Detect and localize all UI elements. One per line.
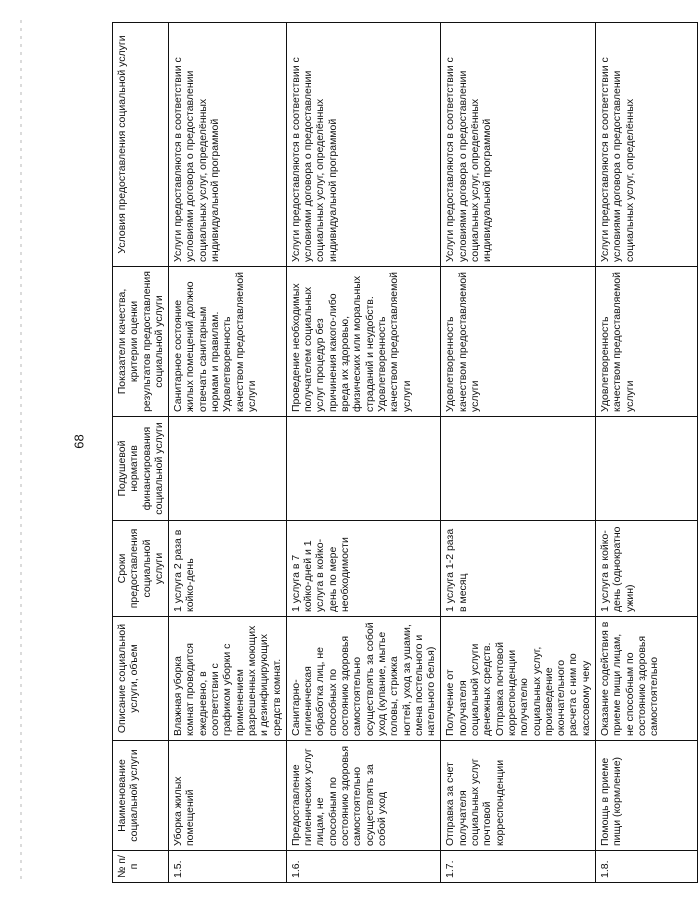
cell-quality: Санитарное состояние жилых помещений должно отвечать санитарным нормам и правилам. Удовлетворенность качеством предоставляемой услуги bbox=[169, 267, 287, 417]
page-number: 68 bbox=[71, 434, 87, 449]
cell-name: Предоставление гигиенических услуг лицам, не способным по состоянию здоровья самостоятельно осуществлять за собой уход bbox=[286, 741, 441, 851]
cell-quality: Проведение необходимых получателем социальных услуг процедур без причинения какого-либо вреда их здоровью, физических или моральных страданий и неудобств. Удовлетворенность качеством предоставляемой услуги bbox=[286, 267, 441, 417]
cell-num: 1.7. bbox=[441, 851, 596, 883]
header-quality: Показатели качества, критерии оценки результатов предоставления социальной услуги bbox=[113, 267, 169, 417]
cell-desc: Влажная уборка комнат проводится ежедневно, в соответствии с графиком уборки с применением разрешенных моющих и дезинфицирующих средств комнат. bbox=[169, 617, 287, 741]
table-row bbox=[441, 23, 596, 883]
scan-edge-mark bbox=[20, 20, 22, 882]
cell-name: Отправка за счет получателя социальных услуг почтовой корреспонденции bbox=[441, 741, 596, 851]
cell-quality: Удовлетворенность качеством предоставляемой услуги bbox=[441, 267, 596, 417]
rotated-table-container bbox=[112, 23, 661, 883]
table-row bbox=[595, 23, 697, 883]
cell-num: 1.6. bbox=[286, 851, 441, 883]
header-term: Сроки предоставления социальной услуги bbox=[113, 521, 169, 617]
cell-conditions: Услуги предоставляются в соответствии с условиями договора о предоставлении социальных услуг, определённых bbox=[595, 23, 697, 267]
header-conditions: Условия предоставления социальной услуги bbox=[113, 23, 169, 267]
cell-conditions: Услуги предоставляются в соответствии с условиями договора о предоставлении социальных услуг, определённых индивидуальной программой bbox=[286, 23, 441, 267]
table-row bbox=[169, 23, 287, 883]
cell-term: 1 услуга в 7 койко-дней и 1 услуга в койко-день по мере необходимости bbox=[286, 521, 441, 617]
cell-conditions: Услуги предоставляются в соответствии с условиями договора о предоставлении социальных услуг, определённых индивидуальной программой bbox=[169, 23, 287, 267]
services-table bbox=[112, 22, 698, 883]
cell-num: 1.5. bbox=[169, 851, 287, 883]
cell-norm bbox=[595, 417, 697, 521]
header-norm: Подушевой норматив финансирования социальной услуги bbox=[113, 417, 169, 521]
cell-quality: Удовлетворенность качеством предоставляемой услуги bbox=[595, 267, 697, 417]
cell-desc: Получение от получателя социальной услуги денежных средств. Отправка почтовой корреспонденции получателю социальных услуг, произведение окончательного расчета с ним по кассовому чеку bbox=[441, 617, 596, 741]
cell-term: 1 услуга в койко-день (однократно ужин) bbox=[595, 521, 697, 617]
cell-name: Уборка жилых помещений bbox=[169, 741, 287, 851]
cell-conditions: Услуги предоставляются в соответствии с условиями договора о предоставлении социальных услуг, определённых индивидуальной программой bbox=[441, 23, 596, 267]
cell-term: 1 услуга 1-2 раза в месяц bbox=[441, 521, 596, 617]
cell-num: 1.8. bbox=[595, 851, 697, 883]
cell-term: 1 услуга 2 раза в койко-день bbox=[169, 521, 287, 617]
cell-name: Помощь в приеме пищи (кормление) bbox=[595, 741, 697, 851]
table-row bbox=[286, 23, 441, 883]
cell-norm bbox=[441, 417, 596, 521]
header-name: Наименование социальной услуги bbox=[113, 741, 169, 851]
cell-desc: Санитарно-гигиеническая обработка лиц, не способных по состоянию здоровья самостоятельно осуществлять за собой уход (купание, мытье головы, стрижка ногтей, уход за ушами, смена постельного и нательного белья) bbox=[286, 617, 441, 741]
header-num: № п/п bbox=[113, 851, 169, 883]
table-header-row bbox=[113, 23, 169, 883]
cell-norm bbox=[169, 417, 287, 521]
cell-desc: Оказание содействия в приеме пищи лицам, не способным по состоянию здоровья самостоятельно bbox=[595, 617, 697, 741]
cell-norm bbox=[286, 417, 441, 521]
header-desc: Описание социальной услуги, объем bbox=[113, 617, 169, 741]
